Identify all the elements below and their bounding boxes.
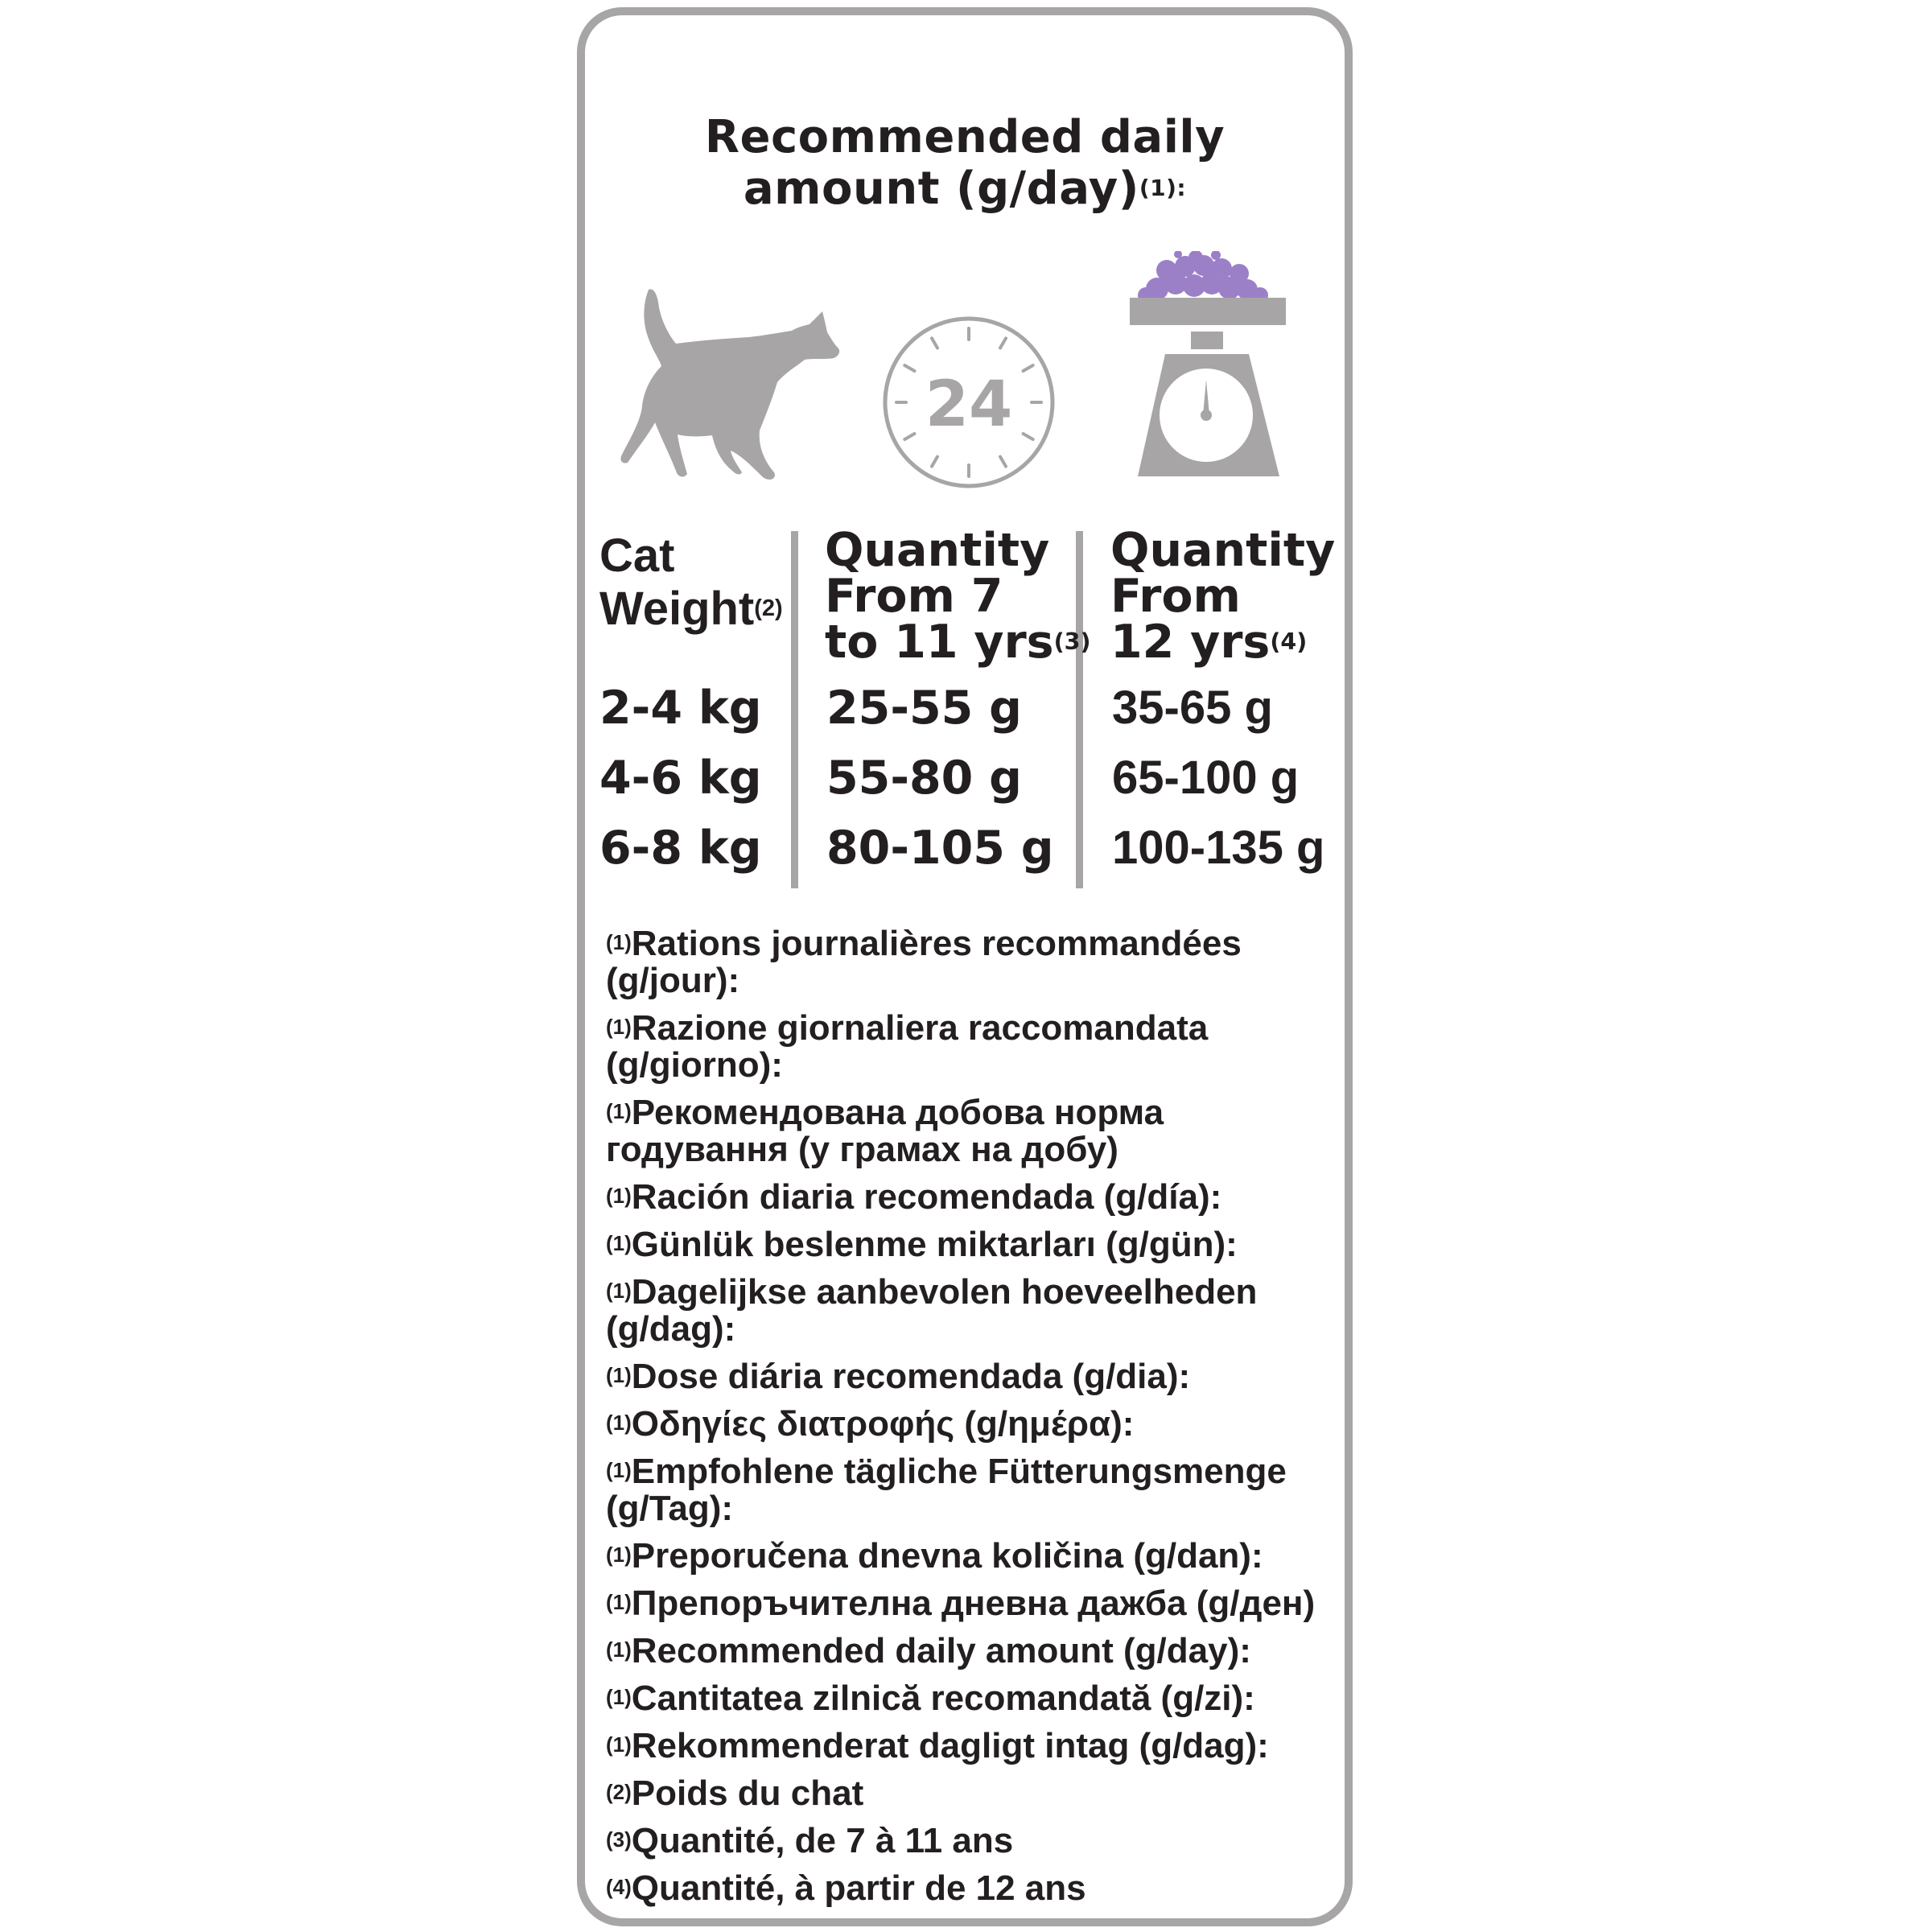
- footnote-text: Ración diaria recomendada (g/día):: [631, 1177, 1222, 1217]
- title-line-2-text: amount (g/day): [743, 163, 1139, 215]
- header-q2-footnote: (4): [1270, 628, 1308, 655]
- header-q2-line-1: Quantity: [1110, 524, 1336, 577]
- footnote: [606, 1823, 1330, 1860]
- footnote-text: Empfohlene tägliche Fütterungsmenge (g/Tag):: [606, 1452, 1287, 1528]
- row-1-qty-12plus: 35-65 g: [1112, 682, 1273, 734]
- row-1-weight: 2-4 kg: [599, 682, 762, 735]
- footnote: [606, 1728, 1330, 1765]
- header-cat-line-2: [599, 583, 783, 636]
- footnote-text: Dose diária recomendada (g/dia):: [631, 1357, 1191, 1396]
- title-line-1: Recommended daily: [704, 111, 1226, 163]
- header-quantity-12plus: [1110, 524, 1336, 669]
- footnote-text: Quantité, de 7 à 11 ans: [631, 1821, 1014, 1860]
- title-footnote-mark: (1):: [1139, 174, 1187, 201]
- footnote: [606, 1010, 1330, 1084]
- row-3-weight: 6-8 kg: [599, 822, 762, 875]
- footnote: [606, 1453, 1330, 1527]
- footnote-text: Dagelijkse aanbevolen hoeveelheden (g/dag):: [606, 1272, 1258, 1349]
- footnote-text: Rekommenderat dagligt intag (g/dag):: [631, 1726, 1269, 1765]
- footnote-mark: (1): [606, 930, 632, 954]
- footnote-text: Recommended daily amount (g/day):: [631, 1631, 1251, 1670]
- clock-24-icon: [879, 313, 1058, 492]
- cat-silhouette-icon: [620, 286, 861, 483]
- footnote: [606, 1406, 1330, 1443]
- row-2-weight: 4-6 kg: [599, 752, 762, 805]
- clock-label: 24: [925, 369, 1013, 441]
- header-cat-weight: [599, 529, 783, 636]
- footnote: [606, 1179, 1330, 1216]
- footnote-text: Poids du chat: [631, 1773, 864, 1813]
- header-q2-line-2: From: [1110, 570, 1241, 623]
- footnote: [606, 1585, 1330, 1622]
- footnote-text: Razione giornaliera raccomandata (g/giorno):: [606, 1008, 1209, 1085]
- footnote-mark: (1): [606, 1015, 632, 1039]
- footnote: [606, 1538, 1330, 1575]
- footnote-mark: (1): [606, 1099, 632, 1123]
- page-title: [585, 112, 1345, 215]
- footnote-text: Rations journalières recommandées (g/jour):: [606, 924, 1242, 1000]
- food-scale-icon: [1107, 251, 1304, 484]
- footnote-text: Οδηγίες διατροφής (g/ημέρα):: [631, 1404, 1135, 1444]
- footnote-mark: (1): [606, 1184, 632, 1208]
- header-q1-line-1: Quantity: [825, 524, 1050, 577]
- header-cat-line-2-text: Weight: [599, 583, 755, 635]
- footnote: [606, 1358, 1330, 1395]
- footnote: [606, 1775, 1330, 1812]
- footnote-mark: (1): [606, 1590, 632, 1614]
- row-1-qty-7-11: 25-55 g: [826, 682, 1022, 735]
- footnote-mark: (1): [606, 1732, 632, 1757]
- footnote-text: Preporučena dnevna količina (g/dan):: [631, 1536, 1263, 1576]
- row-2-qty-12plus: 65-100 g: [1112, 752, 1300, 804]
- row-3-qty-12plus: 100-135 g: [1112, 822, 1325, 874]
- footnote-mark: (1): [606, 1637, 632, 1662]
- footnote: [606, 1870, 1330, 1907]
- footnote-mark: (1): [606, 1458, 632, 1482]
- row-3-qty-7-11: 80-105 g: [826, 822, 1054, 875]
- footnote-mark: (1): [606, 1411, 632, 1435]
- header-cat-line-1: Cat: [599, 529, 675, 582]
- footnote: [606, 1680, 1330, 1717]
- footnote-mark: (1): [606, 1543, 632, 1567]
- footnote-mark: (1): [606, 1279, 632, 1303]
- footnote-text: Quantité, à partir de 12 ans: [631, 1868, 1086, 1908]
- footnote-text: Препоръчителна дневна дажба (g/ден): [631, 1584, 1316, 1623]
- footnote-mark: (1): [606, 1231, 632, 1255]
- header-q1-line-2: From 7: [825, 570, 1003, 623]
- header-q1-footnote: (3): [1053, 628, 1091, 655]
- footnote: [606, 1094, 1330, 1168]
- footnote: [606, 1226, 1330, 1263]
- footnotes: [606, 925, 1330, 1918]
- footnote: [606, 1274, 1330, 1348]
- footnote: [606, 925, 1330, 999]
- header-q2-line-3: [1110, 616, 1335, 669]
- header-quantity-7-11: [825, 524, 1091, 669]
- footnote-mark: (1): [606, 1363, 632, 1387]
- title-line-2: [585, 163, 1345, 215]
- footnote-mark: (3): [606, 1827, 632, 1852]
- footnote-text: Рекомендована добова норма годування (у грамах на добу): [606, 1093, 1164, 1169]
- header-q2-line-3-text: 12 yrs: [1110, 616, 1271, 669]
- header-cat-footnote: (2): [754, 595, 783, 621]
- column-divider-1: [791, 531, 798, 888]
- header-q1-line-3-text: to 11 yrs: [825, 616, 1054, 669]
- footnote-mark: (2): [606, 1780, 632, 1804]
- footnote-text: Cantitatea zilnică recomandată (g/zi):: [631, 1679, 1255, 1718]
- row-2-qty-7-11: 55-80 g: [826, 752, 1022, 805]
- footnote-mark: (4): [606, 1875, 632, 1899]
- footnote-mark: (1): [606, 1685, 632, 1709]
- header-q1-line-3: [825, 616, 1091, 669]
- footnote-text: Günlük beslenme miktarları (g/gün):: [631, 1225, 1238, 1264]
- footnote: [606, 1633, 1330, 1670]
